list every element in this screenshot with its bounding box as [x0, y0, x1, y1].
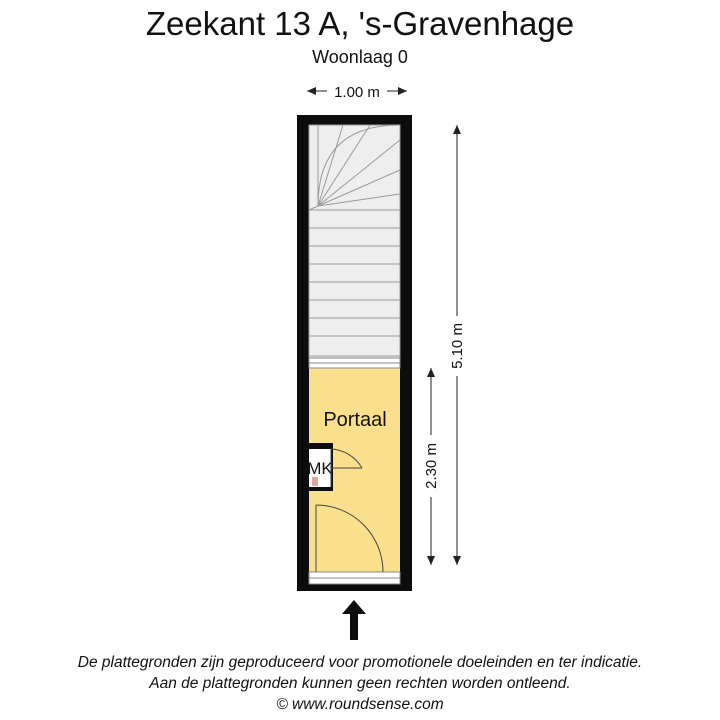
width-dimension-label: 1.00 m	[334, 84, 380, 101]
portaal-height-dimension	[423, 368, 440, 565]
copyright-line: © www.roundsense.com	[276, 696, 444, 713]
disclaimer-line-2: Aan de plattegronden kunnen geen rechten worden ontleend.	[149, 675, 571, 692]
disclaimer	[0, 652, 720, 715]
entrance-threshold	[309, 572, 400, 584]
room-label-portaal: Portaal	[323, 409, 387, 431]
portaal-height-label: 2.30 m	[423, 443, 440, 489]
wall-top	[297, 115, 412, 125]
total-height-dimension	[449, 125, 466, 565]
disclaimer-line-1: De plattegronden zijn geproduceerd voor promotionele doeleinden en ter indicatie.	[77, 654, 643, 671]
wall-right	[400, 115, 412, 591]
wall-left	[297, 115, 309, 591]
total-height-label: 5.10 m	[449, 323, 466, 369]
floor-level-label: Woonlaag 0	[312, 47, 408, 67]
entrance-arrow-icon	[342, 600, 366, 640]
width-dimension	[307, 82, 407, 101]
staircase	[309, 125, 400, 358]
page-title: Zeekant 13 A, 's-Gravenhage	[145, 5, 575, 42]
room-label-meterkast: MK	[307, 459, 333, 478]
